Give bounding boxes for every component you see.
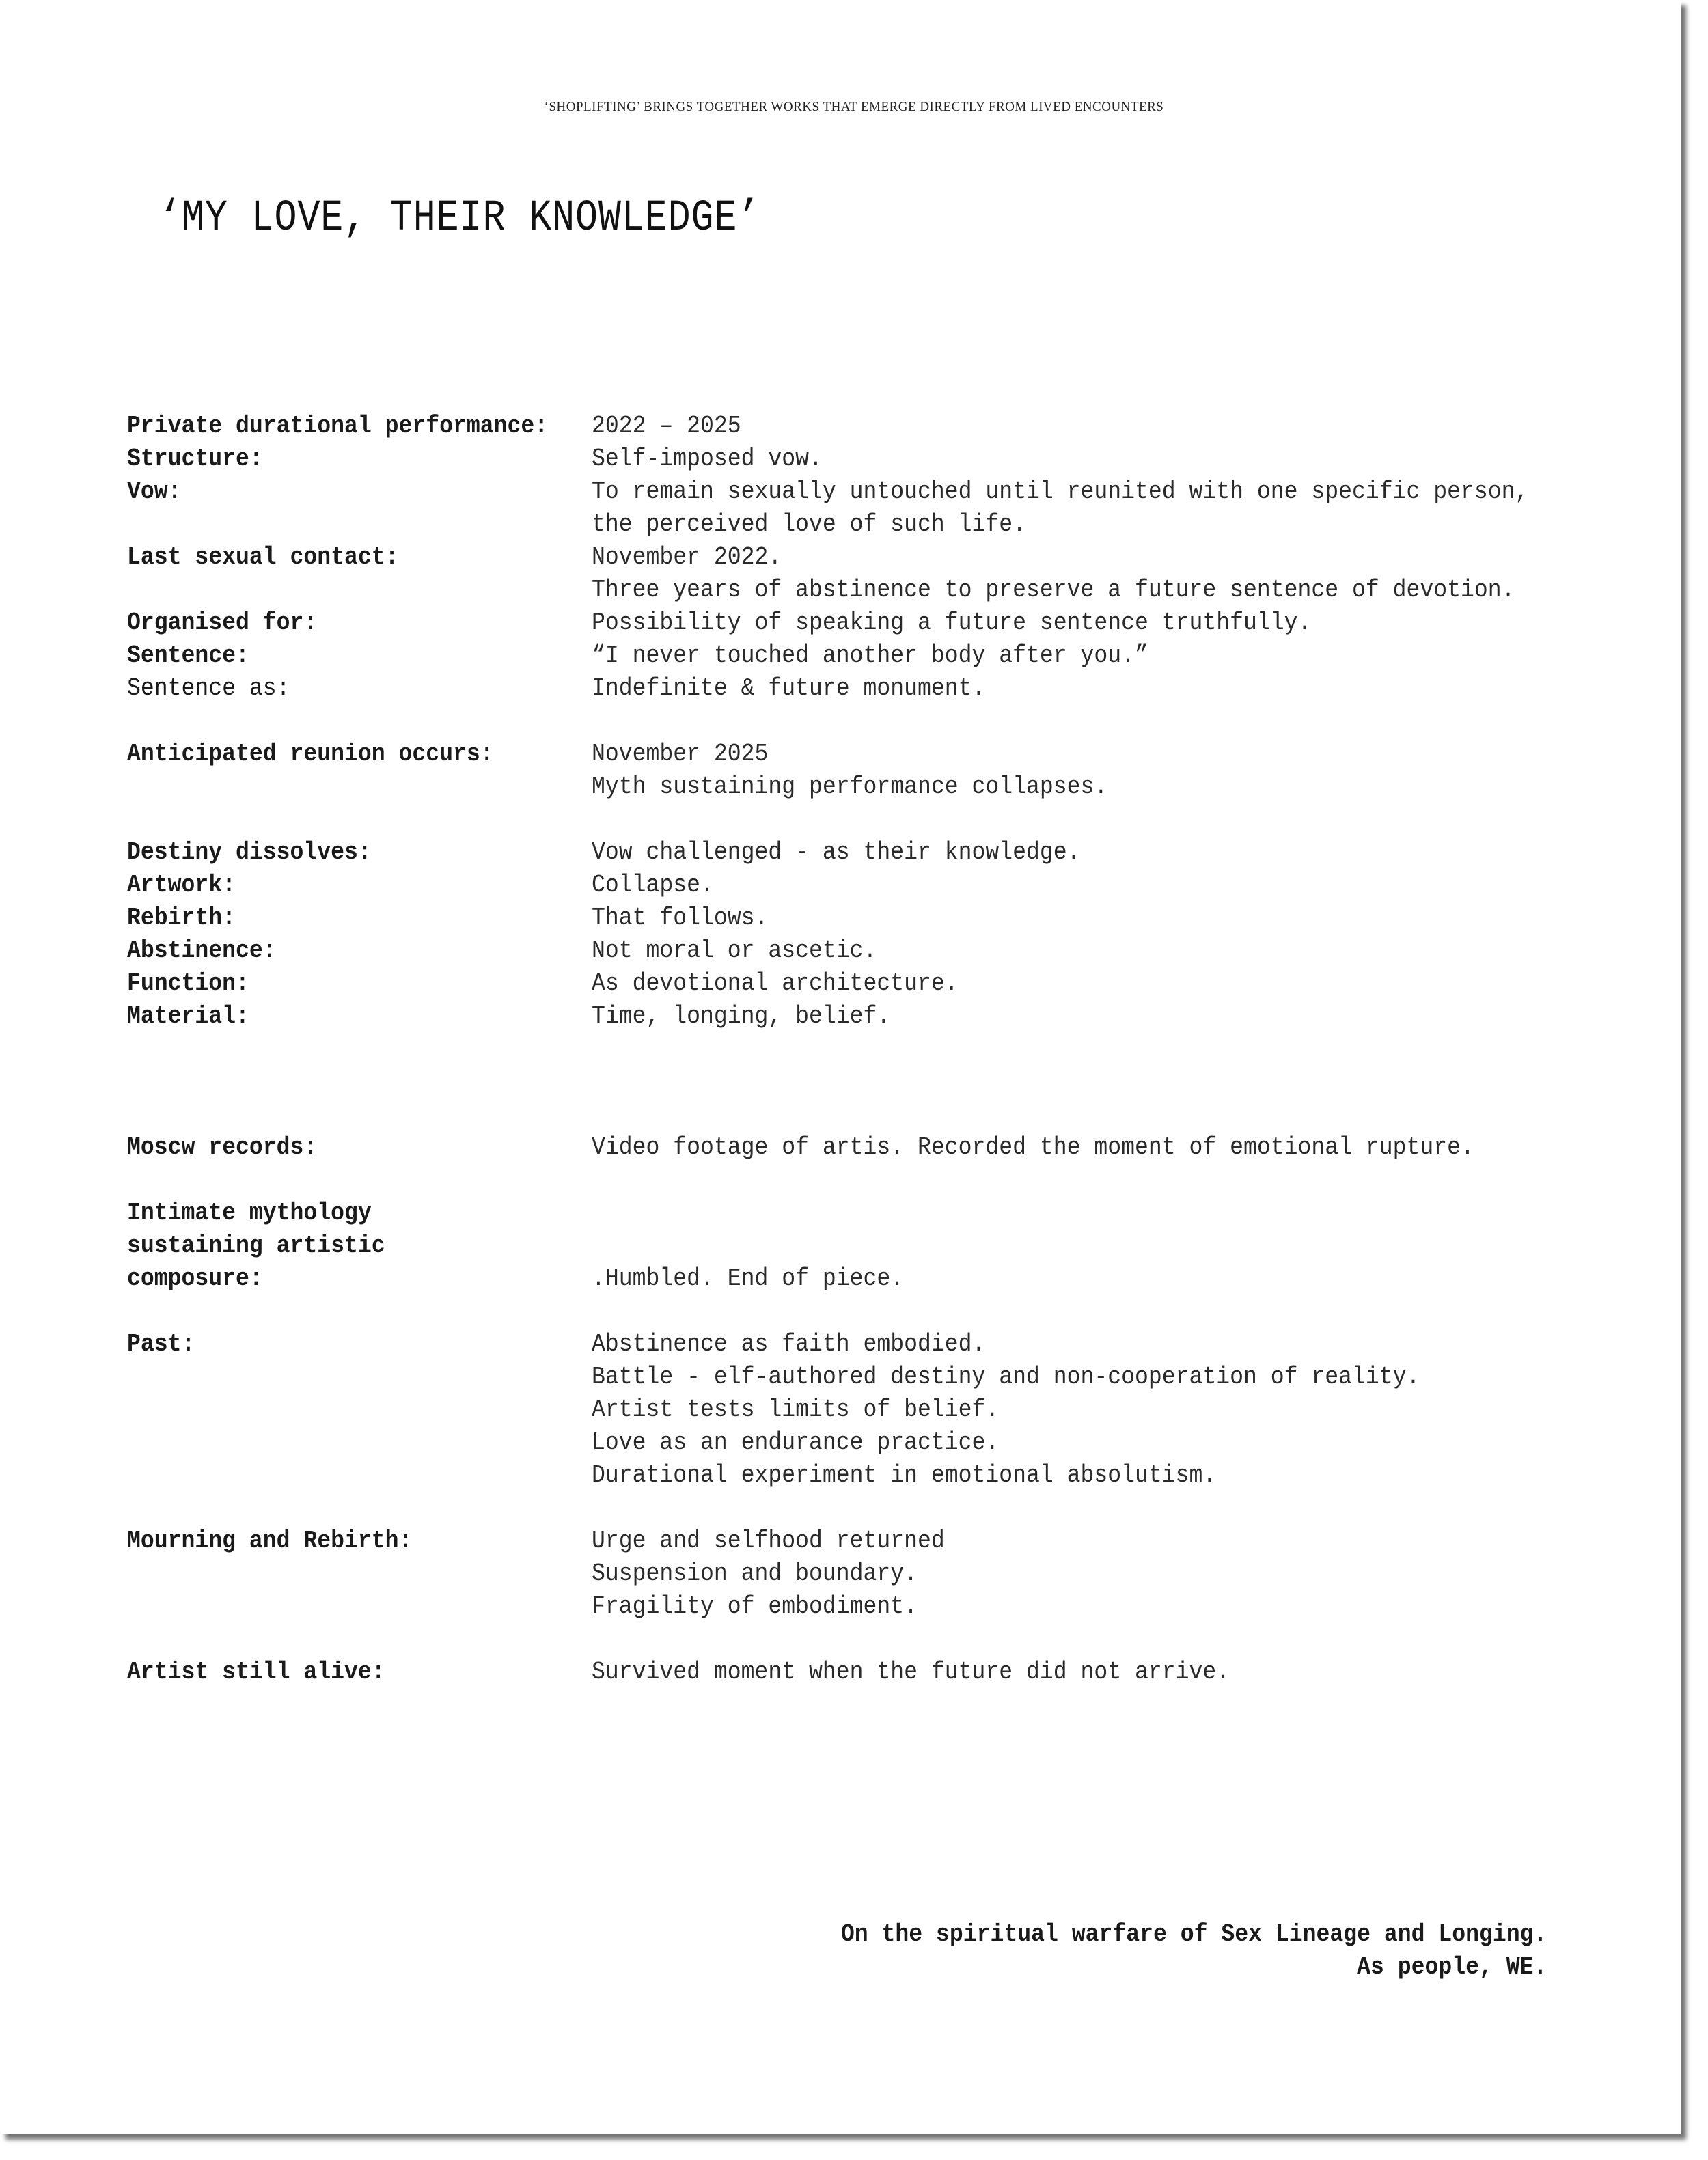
entry-label: Moscw records: xyxy=(127,1133,318,1161)
entry-row-continuation xyxy=(127,1557,1562,1590)
entry-row xyxy=(127,639,1562,672)
entry-row-continuation xyxy=(127,508,1562,541)
entry-label: Sentence: xyxy=(127,641,249,669)
spacer xyxy=(127,1164,1562,1197)
entry-row-continuation xyxy=(127,1361,1562,1394)
entry-label: Intimate mythology xyxy=(127,1199,372,1227)
entry-value: As devotional architecture. xyxy=(592,969,959,997)
entry-row-continuation xyxy=(127,574,1562,607)
spacer xyxy=(127,1623,1562,1656)
entry-row xyxy=(127,1262,1562,1295)
entry-value: Durational experiment in emotional absolutism. xyxy=(592,1461,1217,1489)
entry-value: Time, longing, belief. xyxy=(592,1002,891,1030)
entry-row xyxy=(127,475,1562,508)
entry-label: Mourning and Rebirth: xyxy=(127,1527,413,1555)
spacer xyxy=(127,1295,1562,1328)
entry-row-continuation xyxy=(127,1459,1562,1492)
entry-row xyxy=(127,1656,1562,1689)
entry-value: November 2022. xyxy=(592,543,782,571)
entry-row xyxy=(127,1197,1562,1230)
entry-row xyxy=(127,836,1562,869)
entry-row-continuation xyxy=(127,1590,1562,1623)
entry-row-continuation xyxy=(127,1394,1562,1426)
closing-statement xyxy=(780,1918,1547,1984)
entry-value: .Humbled. End of piece. xyxy=(592,1264,905,1292)
entry-label: Artwork: xyxy=(127,871,236,899)
entry-value: Suspension and boundary. xyxy=(592,1560,918,1588)
entry-label: Function: xyxy=(127,969,249,997)
entry-row xyxy=(127,1131,1562,1164)
entry-value: November 2025 xyxy=(592,740,769,768)
spacer xyxy=(127,1033,1562,1131)
entry-row xyxy=(127,672,1562,705)
spacer xyxy=(127,803,1562,836)
entry-label: Private durational performance: xyxy=(127,412,549,440)
entry-label: Abstinence: xyxy=(127,937,277,965)
entry-row xyxy=(127,607,1562,639)
entry-row-continuation xyxy=(127,1426,1562,1459)
entry-row xyxy=(127,1525,1562,1557)
entry-value: Battle - elf-authored destiny and non-cooperation of reality. xyxy=(592,1363,1420,1391)
entry-value: Fragility of embodiment. xyxy=(592,1592,918,1620)
entry-value: Collapse. xyxy=(592,871,714,899)
entry-row-continuation xyxy=(127,771,1562,803)
entry-value: Video footage of artis. Recorded the moment of emotional rupture. xyxy=(592,1133,1474,1161)
entry-value: Myth sustaining performance collapses. xyxy=(592,773,1108,801)
entry-value: Not moral or ascetic. xyxy=(592,937,877,965)
entry-value: the perceived love of such life. xyxy=(592,510,1027,538)
entry-value: Artist tests limits of belief. xyxy=(592,1396,1000,1424)
entry-value: To remain sexually untouched until reunited with one specific person, xyxy=(592,477,1529,506)
entry-value: Urge and selfhood returned xyxy=(592,1527,945,1555)
entry-label: Destiny dissolves: xyxy=(127,838,372,866)
entry-value: Indefinite & future monument. xyxy=(592,674,986,702)
entry-row xyxy=(127,1230,1562,1262)
entry-row xyxy=(127,934,1562,967)
entry-label: composure: xyxy=(127,1264,263,1292)
entry-label: Structure: xyxy=(127,445,263,473)
entry-value: That follows. xyxy=(592,904,769,932)
entry-value: Abstinence as faith embodied. xyxy=(592,1330,986,1358)
entry-row xyxy=(127,1000,1562,1033)
entry-label: sustaining artistic xyxy=(127,1232,385,1260)
entry-row xyxy=(127,443,1562,475)
entry-row xyxy=(127,869,1562,902)
entry-label: Sentence as: xyxy=(127,674,290,702)
entry-value: “I never touched another body after you.” xyxy=(592,641,1148,669)
entry-label: Material: xyxy=(127,1002,249,1030)
entry-value: Three years of abstinence to preserve a future sentence of devotion. xyxy=(592,576,1515,604)
spacer xyxy=(127,705,1562,738)
entry-row xyxy=(127,541,1562,574)
entries-list xyxy=(127,410,1562,1689)
entry-row xyxy=(127,902,1562,934)
entry-label: Anticipated reunion occurs: xyxy=(127,740,494,768)
entry-label: Past: xyxy=(127,1330,195,1358)
header-line: ‘SHOPLIFTING’ BRINGS TOGETHER WORKS THAT EMERGE DIRECTLY FROM LIVED ENCOUNTERS xyxy=(544,100,1164,114)
entry-value: Survived moment when the future did not arrive. xyxy=(592,1658,1230,1686)
entry-label: Last sexual contact: xyxy=(127,543,399,571)
entry-row xyxy=(127,967,1562,1000)
closing-line: On the spiritual warfare of Sex Lineage and Longing. xyxy=(840,1920,1547,1948)
entry-value: Possibility of speaking a future sentence truthfully. xyxy=(592,609,1312,637)
entry-value: Vow challenged - as their knowledge. xyxy=(592,838,1081,866)
entry-value: 2022 – 2025 xyxy=(592,412,741,440)
entry-label: Vow: xyxy=(127,477,182,506)
entry-row xyxy=(127,410,1562,443)
entry-row xyxy=(127,738,1562,771)
entry-value: Love as an endurance practice. xyxy=(592,1428,1000,1456)
spacer xyxy=(127,1492,1562,1525)
entry-label: Organised for: xyxy=(127,609,318,637)
closing-signature: As people, WE. xyxy=(1356,1953,1547,1981)
entry-row xyxy=(127,1328,1562,1361)
entry-value: Self-imposed vow. xyxy=(592,445,823,473)
entry-label: Artist still alive: xyxy=(127,1658,385,1686)
page-title: ‘MY LOVE, THEIR KNOWLEDGE’ xyxy=(159,194,761,243)
entry-label: Rebirth: xyxy=(127,904,236,932)
